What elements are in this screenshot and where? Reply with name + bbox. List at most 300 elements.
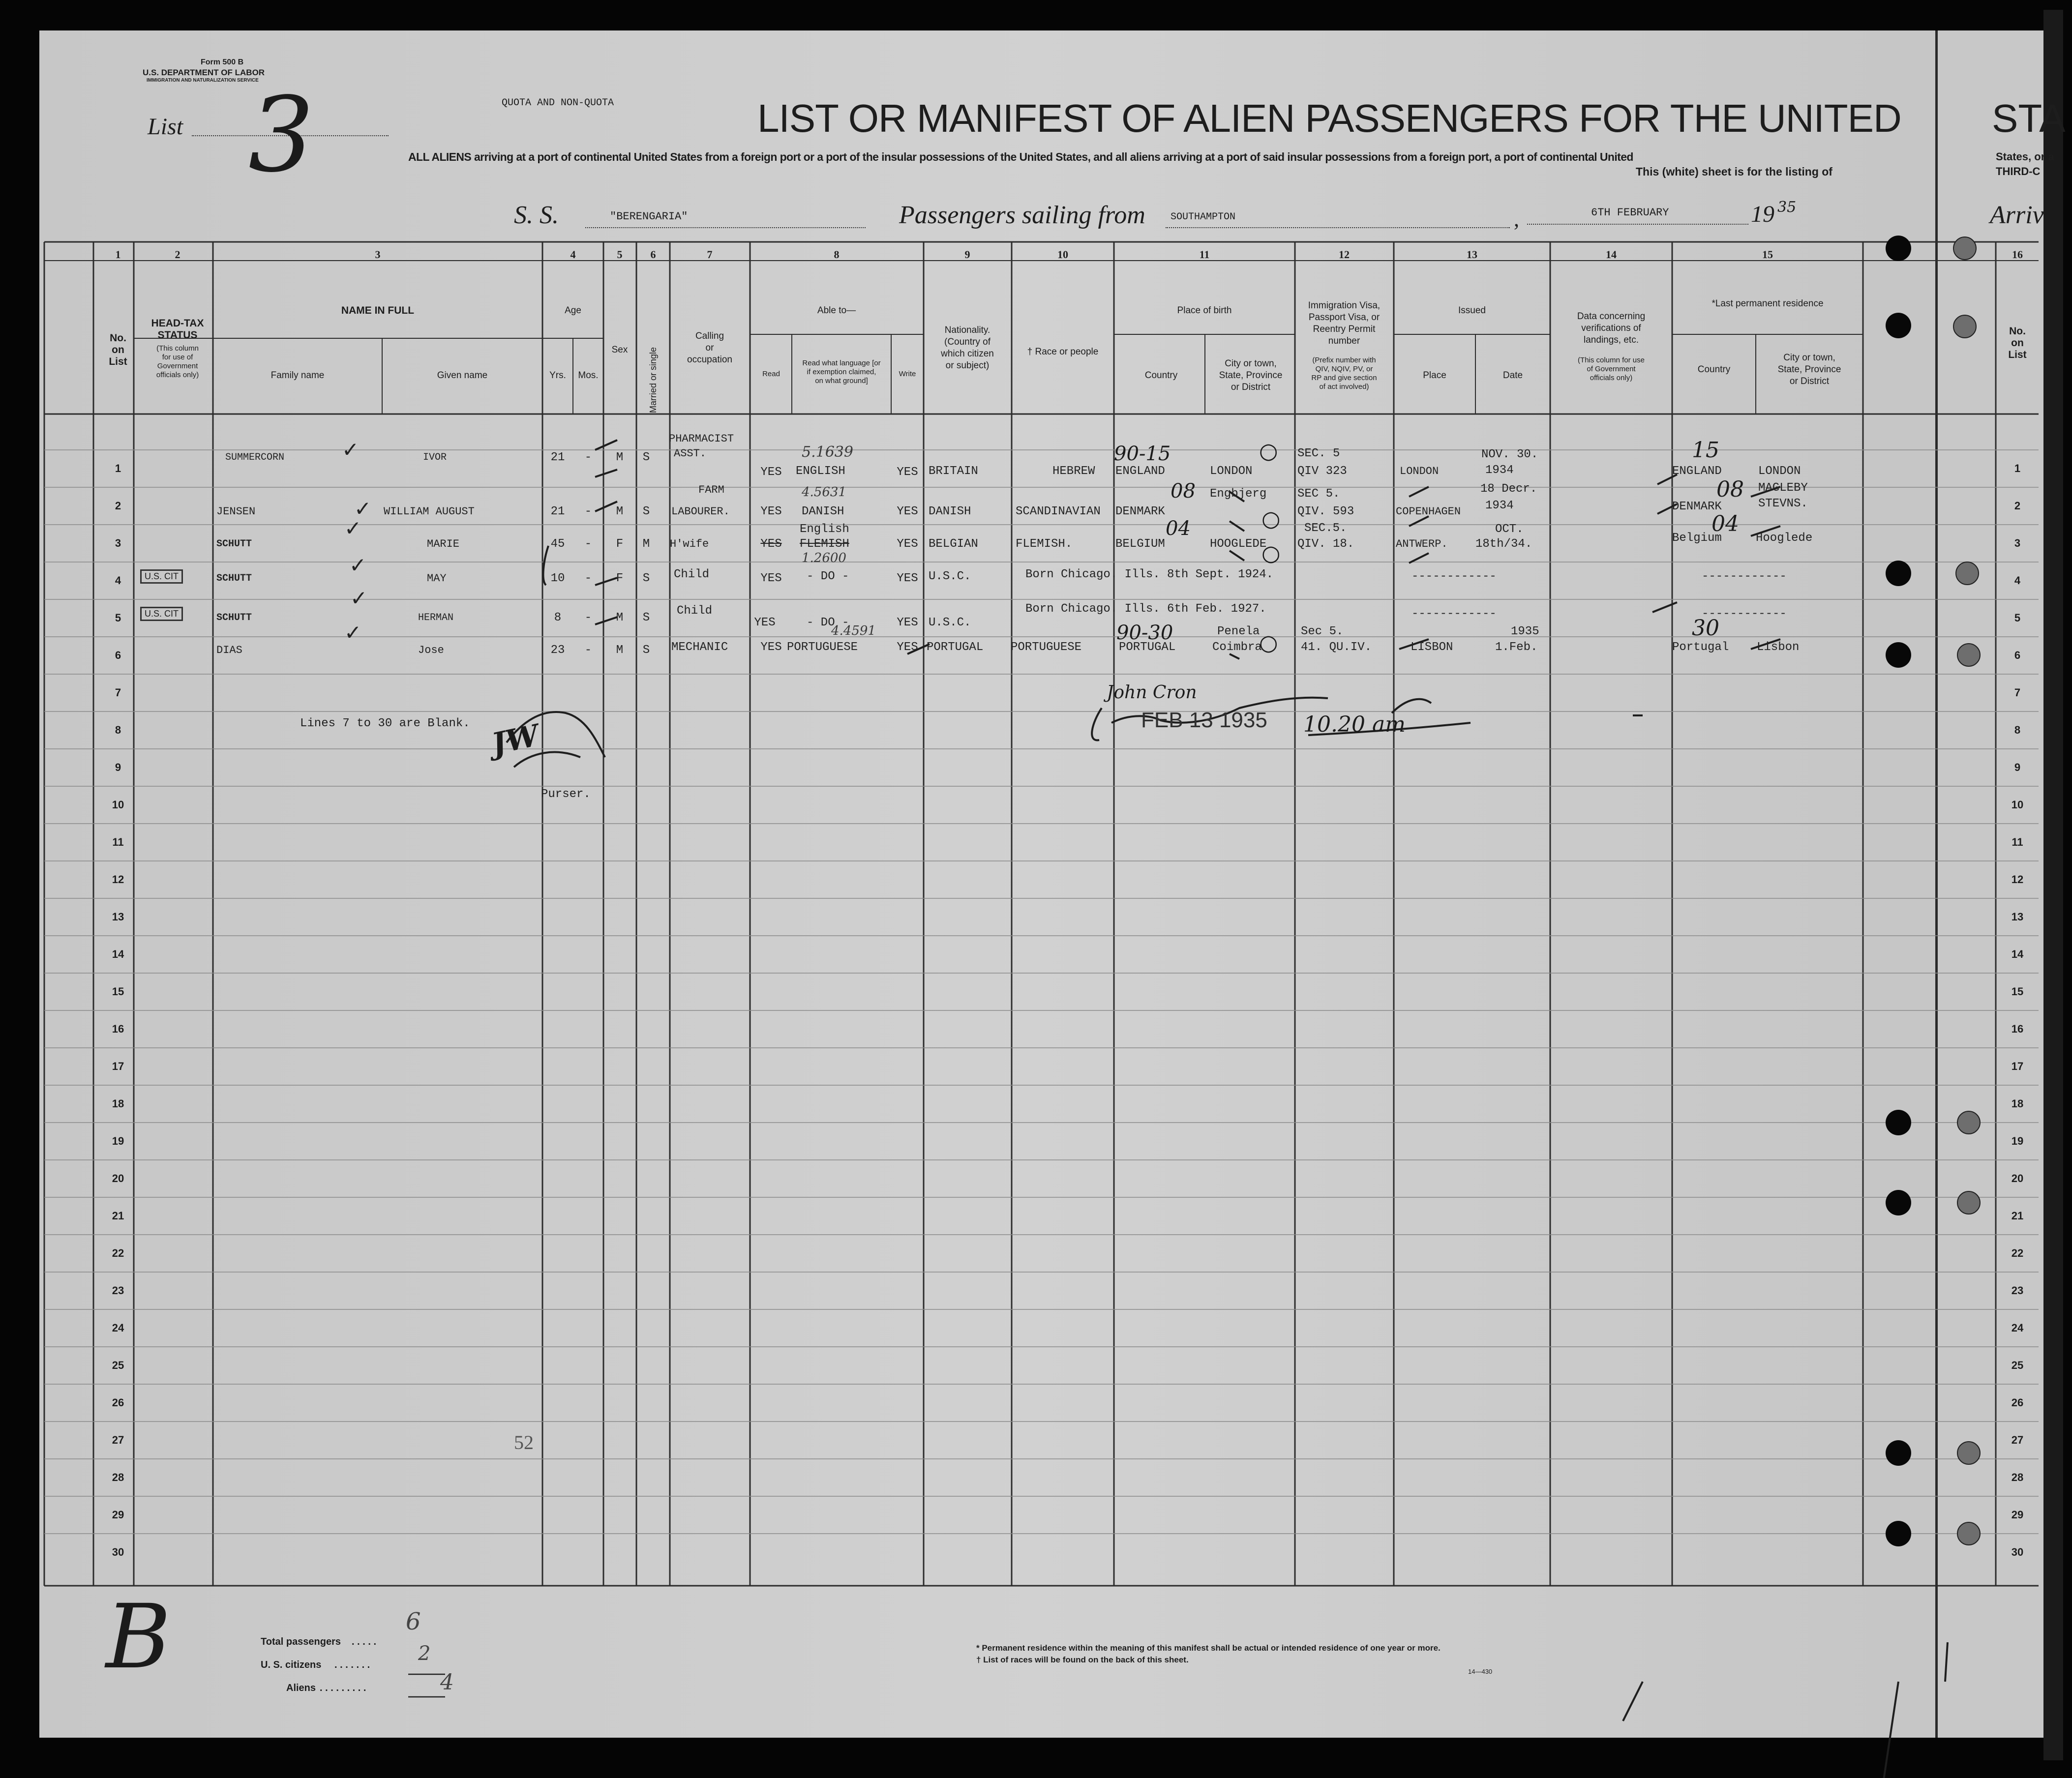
can-write: YES <box>897 641 918 654</box>
column-number: 5 <box>617 248 623 261</box>
race: HEBREW <box>1052 465 1095 478</box>
column-number: 6 <box>650 248 656 261</box>
manifest-title: LIST OR MANIFEST OF ALIEN PASSENGERS FOR THE UNITED <box>757 96 1901 140</box>
column-number: 7 <box>707 248 713 261</box>
line-number-right: 7 <box>2014 686 2021 699</box>
family-name: SCHUTT <box>216 573 252 584</box>
line-number-right: 3 <box>2014 537 2021 549</box>
residence-country: ------------ <box>1702 607 1787 621</box>
purser-label: Purser. <box>541 788 591 801</box>
header-visa: Immigration Visa, Passport Visa, or Reentry Permit number <box>1308 300 1381 346</box>
line-number-right: 15 <box>2011 985 2024 998</box>
sailing-label: Passengers sailing from <box>899 201 1145 229</box>
nationality: U.S.C. <box>929 616 971 629</box>
can-read: YES <box>760 537 782 551</box>
page-mark: 52 <box>514 1431 534 1453</box>
instructions-line2: This (white) sheet is for the listing of <box>1636 165 1832 178</box>
line-number: 8 <box>115 724 121 736</box>
ss-label: S. S. <box>514 201 559 229</box>
line-number: 15 <box>112 985 124 998</box>
column-number: 11 <box>1199 248 1210 261</box>
race-birth-note: Born Chicago. Ills. 8th Sept. 1924. <box>1025 568 1274 581</box>
sex: M <box>616 611 624 624</box>
line-number: 6 <box>115 649 121 661</box>
header-data-concerning: Data concerning verifications of landings, etc. <box>1577 311 1646 345</box>
line-number: 11 <box>112 836 124 848</box>
line-number: 14 <box>112 948 124 960</box>
line-number-right: 10 <box>2011 799 2024 811</box>
header-issued: Issued <box>1458 305 1486 316</box>
column-number: 12 <box>1339 248 1350 261</box>
line-number-right: 17 <box>2011 1060 2024 1072</box>
line-number-right: 14 <box>2011 948 2024 960</box>
punch-hole <box>1957 643 1981 667</box>
quota-label: QUOTA AND NON-QUOTA <box>502 97 614 109</box>
age-months: - <box>584 451 592 464</box>
header-race: † Race or people <box>1027 347 1099 357</box>
issued-place: COPENHAGEN <box>1396 505 1461 518</box>
line-number: 30 <box>112 1546 124 1558</box>
birth-city: HOOGLEDE <box>1210 537 1267 551</box>
handwritten-code: 4.4591 <box>831 623 876 638</box>
marital-status: S <box>642 505 650 518</box>
department: U.S. DEPARTMENT OF LABOR <box>143 68 265 77</box>
line-number: 19 <box>112 1135 124 1147</box>
examiner-signature: John Cron <box>1107 682 1197 703</box>
line-number: 7 <box>115 686 121 699</box>
sex: M <box>616 644 624 657</box>
line-number: 25 <box>112 1359 124 1371</box>
given-name: Jose <box>418 644 444 656</box>
age-years: 23 <box>550 644 565 657</box>
line-number: 12 <box>112 873 124 886</box>
family-name: JENSEN <box>216 505 256 518</box>
age-months: - <box>584 537 592 551</box>
line-number-right: 13 <box>2011 911 2024 923</box>
column-number: 4 <box>570 248 576 261</box>
birth-country: ENGLAND <box>1115 465 1165 478</box>
line-number-right: 5 <box>2014 612 2021 624</box>
aliens-value: 4 <box>440 1670 454 1695</box>
punch-hole <box>1955 562 1979 585</box>
age-months: - <box>584 644 592 657</box>
line-number-right: 8 <box>2014 724 2021 736</box>
calling: Child <box>677 604 713 618</box>
issued-date-line2: 1.Feb. <box>1495 641 1538 654</box>
line-number-right: 23 <box>2011 1284 2024 1297</box>
race: FLEMISH. <box>1016 537 1073 551</box>
line-number-right: 30 <box>2011 1546 2024 1558</box>
header-given-name: Given name <box>437 370 488 381</box>
blank-lines-note: Lines 7 to 30 are Blank. <box>300 717 470 730</box>
year-suffix: 35 <box>1777 199 1797 216</box>
circle-mark: ○ <box>1259 439 1278 464</box>
can-write: YES <box>897 537 918 551</box>
age-years: 21 <box>550 505 565 518</box>
can-write: YES <box>897 616 918 629</box>
visa-line2: 41. QU.IV. <box>1301 641 1372 654</box>
line-number: 28 <box>112 1471 124 1483</box>
header-head-tax-note: (This column for use of Government officials only) <box>156 344 199 379</box>
line-number-right: 29 <box>2011 1509 2024 1521</box>
footnote-residence: * Permanent residence within the meaning of this manifest shall be actual or intended residence of one year or more. <box>976 1643 1441 1653</box>
issued-place: ------------ <box>1411 607 1497 621</box>
birth-city-line2: Coimbra <box>1212 641 1262 654</box>
calling: Child <box>674 568 710 581</box>
residence-country: Portugal <box>1672 641 1729 654</box>
sex: M <box>616 505 624 518</box>
header-able-to: Able to— <box>817 305 856 316</box>
marital-status: S <box>642 611 650 624</box>
line-number-right: 6 <box>2014 649 2021 661</box>
header-sex: Sex <box>611 345 628 355</box>
age-months: - <box>584 505 592 518</box>
header-mos: Mos. <box>578 370 599 381</box>
marital-status: M <box>642 537 650 551</box>
age-years: 21 <box>550 451 565 464</box>
form-code: 14—430 <box>1468 1668 1493 1675</box>
purser-signature: JW <box>488 718 542 762</box>
header-yrs: Yrs. <box>549 370 566 381</box>
line-number-right: 22 <box>2011 1247 2024 1259</box>
punch-hole <box>1886 1190 1911 1215</box>
line-number-right: 28 <box>2011 1471 2024 1483</box>
line-number-right: 16 <box>2011 1023 2024 1035</box>
issued-place: ANTWERP. <box>1396 538 1448 550</box>
line-number: 1 <box>115 462 121 474</box>
visa-line2: QIV. 18. <box>1297 537 1354 551</box>
punch-hole <box>1953 315 1977 338</box>
read-language: - DO - <box>807 616 849 629</box>
can-read: YES <box>760 641 782 654</box>
line-number-right: 1 <box>2014 462 2021 474</box>
nationality: U.S.C. <box>929 570 971 583</box>
instructions-right2: THIRD-C <box>1996 165 2041 178</box>
visa: SEC.5. <box>1304 522 1347 535</box>
handwritten-code: 5.1639 <box>802 444 853 461</box>
read-language: English <box>800 523 849 536</box>
check-mark-icon: ✓ <box>354 497 372 521</box>
header-name-in-full: NAME IN FULL <box>341 305 415 316</box>
time-note: 10.20 am <box>1303 712 1406 737</box>
given-name: WILLIAM AUGUST <box>384 505 475 518</box>
punch-hole <box>1886 1440 1911 1466</box>
age-months: - <box>584 572 592 585</box>
visa: SEC. 5 <box>1297 447 1340 460</box>
calling-line2: LABOURER. <box>671 505 730 518</box>
check-mark-icon: ✓ <box>344 621 362 645</box>
line-number: 5 <box>115 612 121 624</box>
residence-city: MAGLEBY <box>1758 481 1808 495</box>
head-tax-stamp: U.S. CIT <box>140 569 183 584</box>
header-write: Write <box>899 370 916 378</box>
nationality: PORTUGAL <box>927 641 984 654</box>
age-months: - <box>584 611 592 624</box>
header-last-residence: *Last permanent residence <box>1712 298 1824 309</box>
circle-mark: ○ <box>1261 541 1281 566</box>
header-place-of-birth: Place of birth <box>1177 305 1232 316</box>
column-number: 9 <box>964 248 970 261</box>
line-number-right: 4 <box>2014 574 2021 587</box>
age-years: 45 <box>550 537 565 551</box>
read-language-line2: FLEMISH <box>800 537 849 551</box>
issued-place: LISBON <box>1411 641 1453 654</box>
header-res-country: Country <box>1697 364 1731 375</box>
birth-country: DENMARK <box>1115 505 1165 518</box>
comma: , <box>1514 207 1519 231</box>
marital-status: S <box>642 644 650 657</box>
header-family-name: Family name <box>270 370 325 381</box>
column-number: 8 <box>834 248 840 261</box>
service: IMMIGRATION AND NATURALIZATION SERVICE <box>147 78 259 83</box>
column-number: 16 <box>2012 248 2023 261</box>
line-number: 21 <box>112 1210 124 1222</box>
given-name: HERMAN <box>418 612 454 623</box>
handwritten-mark: 08 <box>1171 480 1196 503</box>
residence-city: Lisbon <box>1757 641 1800 654</box>
line-number: 24 <box>112 1322 124 1334</box>
line-number-right: 21 <box>2011 1210 2024 1222</box>
line-number: 23 <box>112 1284 124 1297</box>
footnote-races: † List of races will be found on the back of this sheet. <box>976 1655 1189 1664</box>
birth-city: LONDON <box>1210 465 1253 478</box>
punch-hole <box>1886 561 1911 586</box>
header-visa-note: (Prefix number with QIV, NQIV, PV, or RP and give section of act involved) <box>1311 356 1377 391</box>
calling: MECHANIC <box>671 641 728 654</box>
family-name: DIAS <box>216 644 242 656</box>
column-number: 1 <box>115 248 121 261</box>
can-write: YES <box>897 505 918 518</box>
read-language: DANISH <box>802 505 844 518</box>
check-mark-icon: ✓ <box>342 438 360 462</box>
list-number: 3 <box>248 75 314 195</box>
total-passengers-label: Total passengers <box>261 1636 341 1647</box>
handwritten-mark: 90-15 <box>1114 443 1171 465</box>
line-number: 2 <box>115 500 121 512</box>
read-language: ENGLISH <box>796 465 845 478</box>
calling: H'wife <box>670 538 709 550</box>
visa: SEC 5. <box>1297 487 1340 501</box>
header-issued-place: Place <box>1423 370 1446 381</box>
line-number: 22 <box>112 1247 124 1259</box>
line-number-right: 24 <box>2011 1322 2024 1334</box>
leader-dots: . . . . . . . <box>334 1659 370 1670</box>
line-number-right: 20 <box>2011 1172 2024 1185</box>
column-number: 2 <box>175 248 180 261</box>
leader-dots: . . . . . <box>352 1636 377 1647</box>
header-age: Age <box>565 305 581 316</box>
column-number: 10 <box>1057 248 1068 261</box>
header-issued-date: Date <box>1502 370 1523 381</box>
handwritten-mark: 90-30 <box>1116 622 1173 644</box>
leader-dots: . . . . . . . . . <box>320 1683 366 1693</box>
header-calling: Calling or occupation <box>687 331 732 365</box>
line-number: 13 <box>112 911 124 923</box>
visa: Sec 5. <box>1301 625 1344 638</box>
handwritten-mark: 15 <box>1692 438 1719 463</box>
line-number: 29 <box>112 1509 124 1521</box>
line-number: 27 <box>112 1434 124 1446</box>
sex: M <box>616 451 624 464</box>
header-nationality: Nationality. (Country of which citizen or subject) <box>941 325 994 371</box>
instructions: ALL ALIENS arriving at a port of continental United States from a foreign port or a port of the insular possessions of the United States, and all aliens arriving at a port of said insular possessions from a foreign port, a port of continental United <box>408 150 1633 163</box>
line-number-right: 27 <box>2011 1434 2024 1446</box>
handwritten-mark: 08 <box>1716 477 1744 502</box>
header-read-language: Read what language [or if exemption claimed, on what ground] <box>802 359 881 385</box>
punch-hole <box>1886 236 1911 261</box>
punch-hole <box>1886 1521 1911 1546</box>
calling: FARM <box>698 484 724 496</box>
birth-city: Engbjerg <box>1210 487 1267 501</box>
line-number-right: 11 <box>2012 836 2023 848</box>
issued-date: NOV. 30. <box>1481 448 1538 461</box>
residence-city: Hooglede <box>1756 532 1813 545</box>
line-number: 10 <box>112 799 124 811</box>
date-stamp: FEB 13 1935 <box>1141 708 1267 732</box>
circle-mark: ○ <box>1261 506 1281 532</box>
nationality: DANISH <box>929 505 971 518</box>
calling-line2: ASST. <box>674 447 707 460</box>
punch-hole <box>1957 1441 1981 1465</box>
residence-country: ------------ <box>1702 570 1787 583</box>
read-language: PORTUGUESE <box>787 641 858 654</box>
punch-hole <box>1957 1111 1981 1134</box>
punch-hole <box>1957 1522 1981 1545</box>
given-name: MARIE <box>427 538 460 550</box>
handwritten-mark: 04 <box>1712 511 1739 536</box>
issued-date-line2: 1934 <box>1485 499 1514 512</box>
issued-date: 1935 <box>1511 625 1539 638</box>
issued-place: LONDON <box>1400 465 1439 477</box>
us-citizens-value: 2 <box>418 1642 431 1665</box>
arriving-label: Arriv <box>1990 201 2044 229</box>
column-number: 15 <box>1762 248 1773 261</box>
issued-place: ------------ <box>1411 570 1497 583</box>
us-citizens-label: U. S. citizens <box>261 1659 322 1670</box>
ship-name: "BERENGARIA" <box>610 210 688 223</box>
family-name: SCHUTT <box>216 612 252 623</box>
line-number: 9 <box>115 761 121 773</box>
line-number-right: 26 <box>2011 1396 2024 1409</box>
departure-port: SOUTHAMPTON <box>1171 211 1236 223</box>
instructions-right: States, or a <box>1996 150 2054 163</box>
family-name: SUMMERCORN <box>225 452 285 463</box>
header-birth-city: City or town, State, Province or District <box>1219 358 1283 392</box>
issued-date-line2: 1934 <box>1485 464 1514 477</box>
punch-hole <box>1886 1110 1911 1135</box>
total-passengers-value: 6 <box>406 1608 421 1635</box>
visa-line2: QIV 323 <box>1297 465 1347 478</box>
residence-country: ENGLAND <box>1672 465 1722 478</box>
marital-status: S <box>642 451 650 464</box>
punch-hole <box>1953 237 1977 260</box>
line-number-right: 9 <box>2014 761 2021 773</box>
residence-country: DENMARK <box>1672 500 1722 513</box>
line-number: 26 <box>112 1396 124 1409</box>
header-no-on-list-right: No. on List <box>2008 326 2027 360</box>
read-language: - DO - <box>807 570 849 583</box>
marital-status: S <box>642 572 650 585</box>
can-write: YES <box>897 572 918 585</box>
line-number: 20 <box>112 1172 124 1185</box>
race-birth-note: Born Chicago. Ills. 6th Feb. 1927. <box>1025 602 1266 616</box>
circle-mark: ○ <box>1259 630 1278 655</box>
year-prefix: 19 <box>1751 201 1774 227</box>
can-read: YES <box>760 572 782 585</box>
issued-date: 18 Decr. <box>1480 482 1537 496</box>
race: SCANDINAVIAN <box>1016 505 1101 518</box>
sailing-date: 6TH FEBRUARY <box>1591 207 1669 219</box>
age-years: 8 <box>554 611 562 624</box>
birth-country: BELGIUM <box>1115 537 1165 551</box>
handwritten-code: 4.5631 <box>802 485 846 500</box>
punch-hole <box>1886 313 1911 338</box>
given-name: IVOR <box>423 452 447 463</box>
title-continuation: STA <box>1992 96 2066 140</box>
line-number: 18 <box>112 1097 124 1110</box>
age-years: 10 <box>550 572 565 585</box>
can-write: YES <box>897 466 918 479</box>
header-read: Read <box>762 370 780 378</box>
nationality: BRITAIN <box>929 465 978 478</box>
can-read: YES <box>760 505 782 518</box>
head-tax-stamp: U.S. CIT <box>140 607 183 621</box>
sex: F <box>616 572 624 585</box>
header-married: Married or single <box>648 347 658 413</box>
header-res-city: City or town, State, Province or District <box>1777 353 1841 386</box>
handwritten-mark: 04 <box>1166 517 1191 540</box>
line-number-right: 12 <box>2011 873 2024 886</box>
line-number: 3 <box>115 537 121 549</box>
punch-hole <box>1886 642 1911 668</box>
residence-country: Belgium <box>1672 532 1722 545</box>
residence-city: LONDON <box>1758 465 1801 478</box>
line-number: 4 <box>115 574 121 587</box>
family-name: SCHUTT <box>216 538 252 550</box>
column-number: 3 <box>375 248 381 261</box>
line-number-right: 25 <box>2011 1359 2024 1371</box>
nationality: BELGIAN <box>929 537 978 551</box>
handwritten-code: 1.2600 <box>802 551 846 565</box>
can-read: YES <box>754 616 776 629</box>
line-number-right: 18 <box>2011 1097 2024 1110</box>
line-number: 16 <box>112 1023 124 1035</box>
can-read: YES <box>760 466 782 479</box>
birth-city: Penela <box>1217 625 1260 638</box>
residence-city-line2: STEVNS. <box>1758 497 1808 510</box>
handwritten-mark: 30 <box>1692 616 1719 641</box>
check-mark-icon: ✓ <box>350 586 368 610</box>
check-mark-icon: ✓ <box>344 516 362 540</box>
aliens-label: Aliens <box>286 1683 316 1693</box>
line-number-right: 19 <box>2011 1135 2024 1147</box>
given-name: MAY <box>427 572 447 585</box>
form-number: Form 500 B <box>201 58 244 66</box>
line-number: 17 <box>112 1060 124 1072</box>
issued-date-line2: 18th/34. <box>1475 537 1532 551</box>
check-mark-icon: ✓ <box>349 553 367 577</box>
header-no-on-list: No. on List <box>109 332 127 367</box>
issued-date: OCT. <box>1495 523 1524 536</box>
punch-hole <box>1957 1191 1981 1215</box>
calling: PHARMACIST <box>669 433 734 445</box>
line-number-right: 2 <box>2014 500 2021 512</box>
column-number: 13 <box>1467 248 1477 261</box>
header-data-note: (This column for use of Government officials only) <box>1578 356 1645 382</box>
birth-country: PORTUGAL <box>1119 641 1176 654</box>
column-number: 14 <box>1606 248 1617 261</box>
visa-line2: QIV. 593 <box>1297 505 1354 518</box>
